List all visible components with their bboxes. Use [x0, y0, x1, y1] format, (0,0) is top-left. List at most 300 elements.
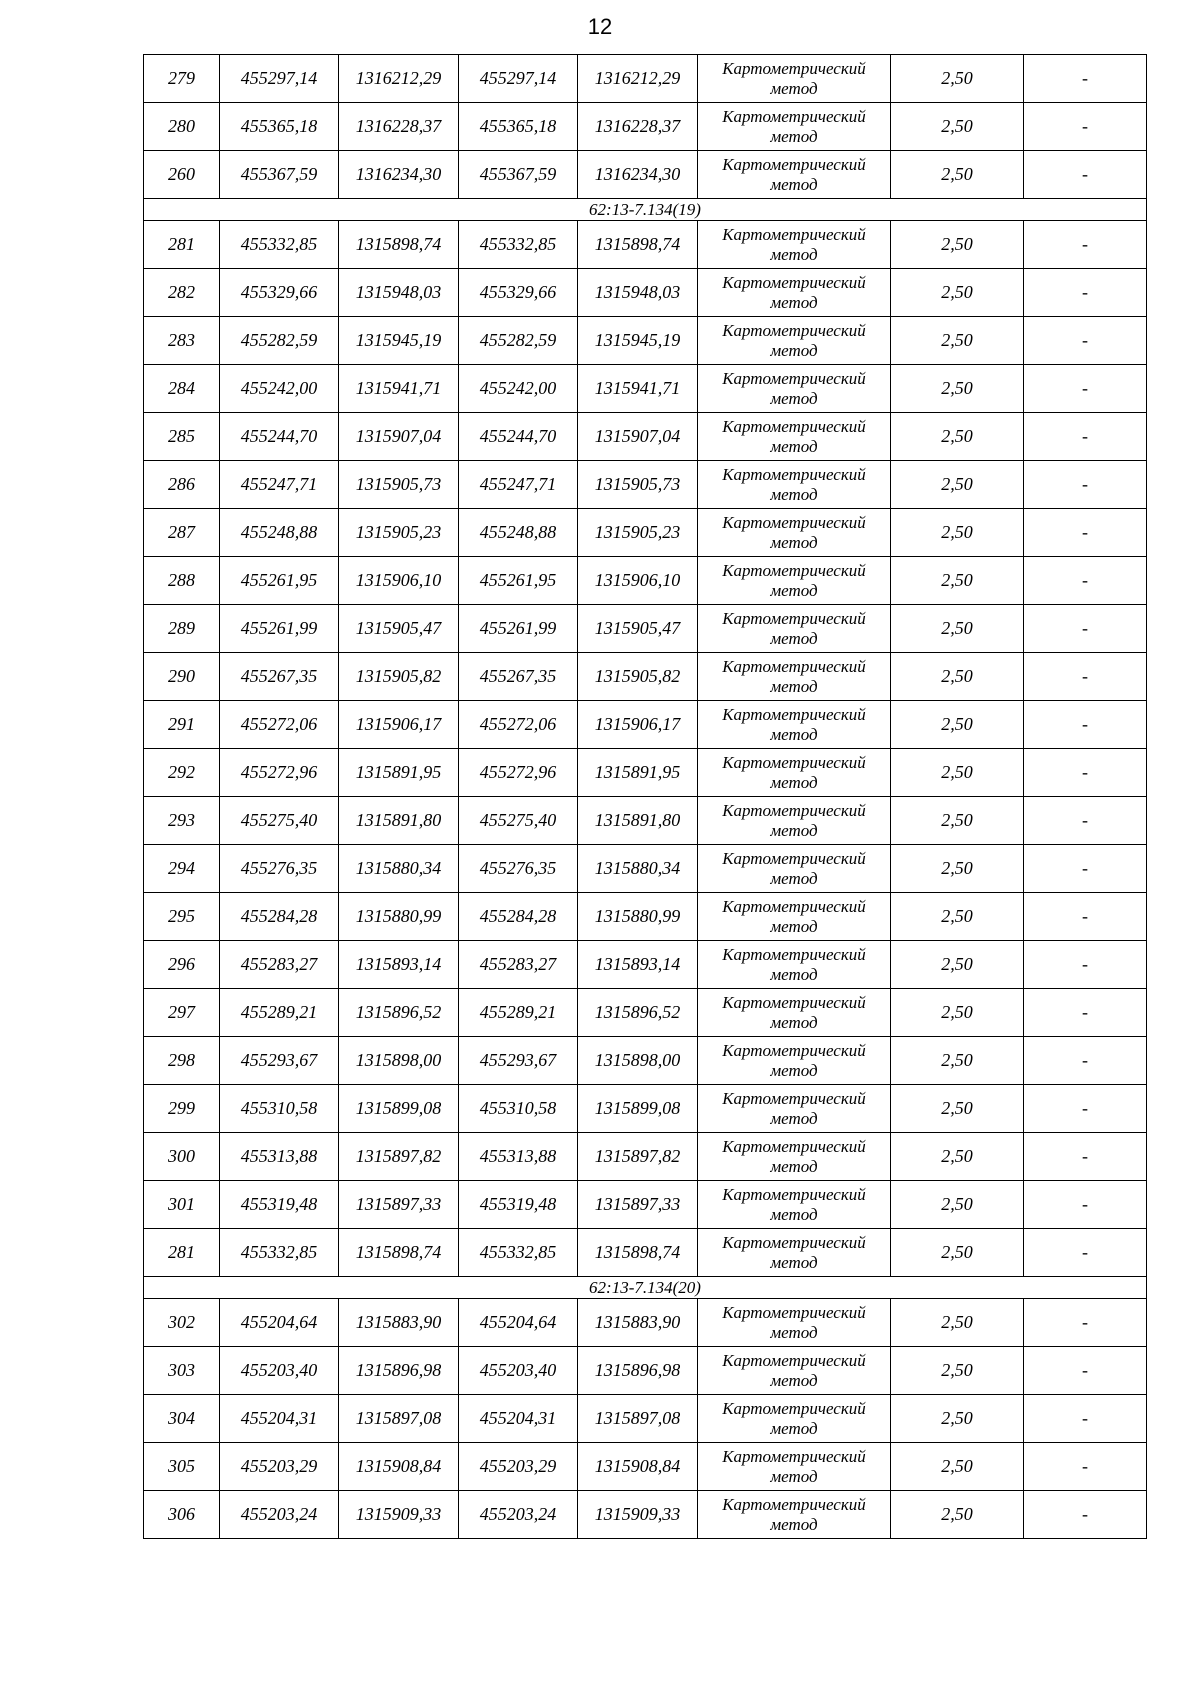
note-cell: -	[1024, 317, 1147, 365]
new-x-cell: 455204,64	[459, 1299, 578, 1347]
point-number-cell: 297	[144, 989, 220, 1037]
method-cell	[698, 893, 891, 941]
existing-x-cell: 455203,29	[220, 1443, 339, 1491]
method-line-1: Картометрический	[722, 1494, 866, 1514]
point-number-cell: 306	[144, 1491, 220, 1539]
new-y-cell: 1315898,74	[578, 1229, 698, 1277]
method-line-2: метод	[770, 292, 818, 312]
existing-y-cell: 1315906,10	[339, 557, 459, 605]
method-cell	[698, 1347, 891, 1395]
method-line-2: метод	[770, 724, 818, 744]
point-number-cell: 301	[144, 1181, 220, 1229]
existing-x-cell: 455204,31	[220, 1395, 339, 1443]
existing-x-cell: 455247,71	[220, 461, 339, 509]
table-row	[144, 1181, 1147, 1229]
new-y-cell: 1315880,99	[578, 893, 698, 941]
method-line-2: метод	[770, 174, 818, 194]
point-number-cell: 281	[144, 221, 220, 269]
new-y-cell: 1315906,10	[578, 557, 698, 605]
section-label: 62:13-7.134(20)	[144, 1277, 1147, 1299]
existing-x-cell: 455204,64	[220, 1299, 339, 1347]
method-cell	[698, 221, 891, 269]
accuracy-cell: 2,50	[891, 989, 1024, 1037]
existing-x-cell: 455261,99	[220, 605, 339, 653]
point-number-cell: 303	[144, 1347, 220, 1395]
method-line-1: Картометрический	[722, 154, 866, 174]
method-cell	[698, 797, 891, 845]
method-line-1: Картометрический	[722, 106, 866, 126]
method-line-2: метод	[770, 484, 818, 504]
method-cell	[698, 941, 891, 989]
new-y-cell: 1315945,19	[578, 317, 698, 365]
method-line-2: метод	[770, 340, 818, 360]
table-row	[144, 509, 1147, 557]
method-line-2: метод	[770, 772, 818, 792]
point-number-cell: 296	[144, 941, 220, 989]
existing-y-cell: 1315906,17	[339, 701, 459, 749]
new-y-cell: 1316234,30	[578, 151, 698, 199]
existing-y-cell: 1315896,98	[339, 1347, 459, 1395]
method-line-1: Картометрический	[722, 58, 866, 78]
accuracy-cell: 2,50	[891, 461, 1024, 509]
new-x-cell: 455203,24	[459, 1491, 578, 1539]
accuracy-cell: 2,50	[891, 269, 1024, 317]
new-y-cell: 1315948,03	[578, 269, 698, 317]
accuracy-cell: 2,50	[891, 1085, 1024, 1133]
new-x-cell: 455367,59	[459, 151, 578, 199]
note-cell: -	[1024, 1443, 1147, 1491]
new-y-cell: 1315891,95	[578, 749, 698, 797]
new-x-cell: 455282,59	[459, 317, 578, 365]
point-number-cell: 294	[144, 845, 220, 893]
existing-y-cell: 1315899,08	[339, 1085, 459, 1133]
new-x-cell: 455203,40	[459, 1347, 578, 1395]
point-number-cell: 286	[144, 461, 220, 509]
table-row	[144, 221, 1147, 269]
point-number-cell: 291	[144, 701, 220, 749]
accuracy-cell: 2,50	[891, 1133, 1024, 1181]
note-cell: -	[1024, 221, 1147, 269]
new-x-cell: 455272,06	[459, 701, 578, 749]
new-x-cell: 455261,99	[459, 605, 578, 653]
table-row	[144, 413, 1147, 461]
existing-y-cell: 1315898,74	[339, 221, 459, 269]
method-line-2: метод	[770, 1514, 818, 1534]
note-cell: -	[1024, 461, 1147, 509]
existing-x-cell: 455332,85	[220, 221, 339, 269]
method-cell	[698, 413, 891, 461]
existing-y-cell: 1315909,33	[339, 1491, 459, 1539]
method-cell	[698, 701, 891, 749]
method-line-2: метод	[770, 964, 818, 984]
new-y-cell: 1315883,90	[578, 1299, 698, 1347]
new-y-cell: 1315893,14	[578, 941, 698, 989]
new-y-cell: 1315899,08	[578, 1085, 698, 1133]
point-number-cell: 295	[144, 893, 220, 941]
table-row	[144, 1299, 1147, 1347]
accuracy-cell: 2,50	[891, 1347, 1024, 1395]
new-y-cell: 1315905,23	[578, 509, 698, 557]
note-cell: -	[1024, 1037, 1147, 1085]
note-cell: -	[1024, 749, 1147, 797]
method-line-2: метод	[770, 1060, 818, 1080]
existing-x-cell: 455310,58	[220, 1085, 339, 1133]
method-cell	[698, 1037, 891, 1085]
method-cell	[698, 557, 891, 605]
existing-x-cell: 455297,14	[220, 55, 339, 103]
new-y-cell: 1315906,17	[578, 701, 698, 749]
method-line-1: Картометрический	[722, 1136, 866, 1156]
new-x-cell: 455247,71	[459, 461, 578, 509]
note-cell: -	[1024, 1347, 1147, 1395]
new-x-cell: 455275,40	[459, 797, 578, 845]
method-cell	[698, 749, 891, 797]
note-cell: -	[1024, 605, 1147, 653]
method-cell	[698, 1395, 891, 1443]
existing-x-cell: 455365,18	[220, 103, 339, 151]
method-line-1: Картометрический	[722, 992, 866, 1012]
accuracy-cell: 2,50	[891, 941, 1024, 989]
table-row	[144, 845, 1147, 893]
method-cell	[698, 653, 891, 701]
point-number-cell: 305	[144, 1443, 220, 1491]
existing-y-cell: 1315891,80	[339, 797, 459, 845]
method-line-2: метод	[770, 244, 818, 264]
new-x-cell: 455329,66	[459, 269, 578, 317]
method-line-1: Картометрический	[722, 1302, 866, 1322]
coordinates-table-body	[144, 55, 1147, 1539]
existing-x-cell: 455248,88	[220, 509, 339, 557]
page-number: 12	[587, 14, 613, 39]
existing-x-cell: 455275,40	[220, 797, 339, 845]
accuracy-cell: 2,50	[891, 1229, 1024, 1277]
accuracy-cell: 2,50	[891, 557, 1024, 605]
table-row	[144, 1491, 1147, 1539]
existing-y-cell: 1315941,71	[339, 365, 459, 413]
note-cell: -	[1024, 941, 1147, 989]
new-y-cell: 1315905,82	[578, 653, 698, 701]
new-y-cell: 1316212,29	[578, 55, 698, 103]
point-number-cell: 260	[144, 151, 220, 199]
existing-y-cell: 1315948,03	[339, 269, 459, 317]
method-cell	[698, 989, 891, 1037]
method-cell	[698, 461, 891, 509]
existing-y-cell: 1315908,84	[339, 1443, 459, 1491]
method-cell	[698, 845, 891, 893]
new-x-cell: 455261,95	[459, 557, 578, 605]
method-line-2: метод	[770, 532, 818, 552]
method-cell	[698, 269, 891, 317]
point-number-cell: 279	[144, 55, 220, 103]
existing-x-cell: 455329,66	[220, 269, 339, 317]
method-line-1: Картометрический	[722, 944, 866, 964]
table-row	[144, 1133, 1147, 1181]
new-y-cell: 1315896,98	[578, 1347, 698, 1395]
note-cell: -	[1024, 893, 1147, 941]
method-line-1: Картометрический	[722, 896, 866, 916]
existing-x-cell: 455261,95	[220, 557, 339, 605]
table-row	[144, 103, 1147, 151]
point-number-cell: 289	[144, 605, 220, 653]
existing-y-cell: 1315905,82	[339, 653, 459, 701]
new-x-cell: 455204,31	[459, 1395, 578, 1443]
existing-y-cell: 1315893,14	[339, 941, 459, 989]
new-y-cell: 1315898,74	[578, 221, 698, 269]
table-row	[144, 317, 1147, 365]
table-row	[144, 461, 1147, 509]
new-x-cell: 455244,70	[459, 413, 578, 461]
existing-y-cell: 1315898,74	[339, 1229, 459, 1277]
method-line-2: метод	[770, 436, 818, 456]
section-label: 62:13-7.134(19)	[144, 199, 1147, 221]
existing-x-cell: 455284,28	[220, 893, 339, 941]
point-number-cell: 304	[144, 1395, 220, 1443]
method-cell	[698, 1229, 891, 1277]
new-y-cell: 1315891,80	[578, 797, 698, 845]
note-cell: -	[1024, 1133, 1147, 1181]
point-number-cell: 284	[144, 365, 220, 413]
new-x-cell: 455203,29	[459, 1443, 578, 1491]
note-cell: -	[1024, 151, 1147, 199]
existing-y-cell: 1315883,90	[339, 1299, 459, 1347]
note-cell: -	[1024, 365, 1147, 413]
new-y-cell: 1315909,33	[578, 1491, 698, 1539]
method-line-1: Картометрический	[722, 1350, 866, 1370]
accuracy-cell: 2,50	[891, 1443, 1024, 1491]
existing-x-cell: 455203,40	[220, 1347, 339, 1395]
method-line-1: Картометрический	[722, 560, 866, 580]
accuracy-cell: 2,50	[891, 893, 1024, 941]
method-line-1: Картометрический	[722, 1232, 866, 1252]
method-line-1: Картометрический	[722, 1040, 866, 1060]
method-cell	[698, 1299, 891, 1347]
method-line-1: Картометрический	[722, 416, 866, 436]
existing-x-cell: 455332,85	[220, 1229, 339, 1277]
note-cell: -	[1024, 103, 1147, 151]
new-y-cell: 1315905,47	[578, 605, 698, 653]
point-number-cell: 290	[144, 653, 220, 701]
accuracy-cell: 2,50	[891, 221, 1024, 269]
accuracy-cell: 2,50	[891, 151, 1024, 199]
method-line-1: Картометрический	[722, 1184, 866, 1204]
existing-x-cell: 455276,35	[220, 845, 339, 893]
note-cell: -	[1024, 845, 1147, 893]
note-cell: -	[1024, 557, 1147, 605]
method-line-2: метод	[770, 78, 818, 98]
method-line-1: Картометрический	[722, 752, 866, 772]
method-line-1: Картометрический	[722, 320, 866, 340]
method-cell	[698, 605, 891, 653]
note-cell: -	[1024, 1299, 1147, 1347]
point-number-cell: 287	[144, 509, 220, 557]
method-line-1: Картометрический	[722, 800, 866, 820]
accuracy-cell: 2,50	[891, 797, 1024, 845]
existing-x-cell: 455367,59	[220, 151, 339, 199]
note-cell: -	[1024, 1181, 1147, 1229]
table-row	[144, 701, 1147, 749]
existing-x-cell: 455289,21	[220, 989, 339, 1037]
method-line-2: метод	[770, 126, 818, 146]
new-y-cell: 1315896,52	[578, 989, 698, 1037]
table-row	[144, 269, 1147, 317]
coordinates-table	[143, 54, 1147, 1539]
table-row	[144, 55, 1147, 103]
method-cell	[698, 55, 891, 103]
new-x-cell: 455272,96	[459, 749, 578, 797]
method-line-1: Картометрический	[722, 224, 866, 244]
section-header-row	[144, 1277, 1147, 1299]
accuracy-cell: 2,50	[891, 365, 1024, 413]
existing-y-cell: 1315907,04	[339, 413, 459, 461]
existing-y-cell: 1315880,99	[339, 893, 459, 941]
new-y-cell: 1315908,84	[578, 1443, 698, 1491]
existing-x-cell: 455242,00	[220, 365, 339, 413]
table-row	[144, 797, 1147, 845]
new-x-cell: 455276,35	[459, 845, 578, 893]
point-number-cell: 288	[144, 557, 220, 605]
existing-y-cell: 1315891,95	[339, 749, 459, 797]
point-number-cell: 282	[144, 269, 220, 317]
accuracy-cell: 2,50	[891, 653, 1024, 701]
method-cell	[698, 317, 891, 365]
accuracy-cell: 2,50	[891, 1299, 1024, 1347]
point-number-cell: 285	[144, 413, 220, 461]
method-line-2: метод	[770, 916, 818, 936]
table-row	[144, 653, 1147, 701]
new-y-cell: 1315907,04	[578, 413, 698, 461]
new-y-cell: 1315897,82	[578, 1133, 698, 1181]
new-y-cell: 1315897,33	[578, 1181, 698, 1229]
method-cell	[698, 1443, 891, 1491]
note-cell: -	[1024, 1085, 1147, 1133]
method-line-2: метод	[770, 676, 818, 696]
point-number-cell: 280	[144, 103, 220, 151]
existing-y-cell: 1315896,52	[339, 989, 459, 1037]
method-line-2: метод	[770, 1108, 818, 1128]
table-row	[144, 1037, 1147, 1085]
table-row	[144, 1347, 1147, 1395]
existing-x-cell: 455282,59	[220, 317, 339, 365]
existing-y-cell: 1315945,19	[339, 317, 459, 365]
new-x-cell: 455242,00	[459, 365, 578, 413]
new-x-cell: 455284,28	[459, 893, 578, 941]
method-line-1: Картометрический	[722, 656, 866, 676]
accuracy-cell: 2,50	[891, 845, 1024, 893]
new-x-cell: 455283,27	[459, 941, 578, 989]
method-line-2: метод	[770, 1322, 818, 1342]
note-cell: -	[1024, 1229, 1147, 1277]
note-cell: -	[1024, 797, 1147, 845]
method-line-1: Картометрический	[722, 368, 866, 388]
new-x-cell: 455297,14	[459, 55, 578, 103]
existing-x-cell: 455283,27	[220, 941, 339, 989]
accuracy-cell: 2,50	[891, 1181, 1024, 1229]
method-line-2: метод	[770, 580, 818, 600]
method-cell	[698, 1181, 891, 1229]
method-line-1: Картометрический	[722, 272, 866, 292]
existing-x-cell: 455267,35	[220, 653, 339, 701]
accuracy-cell: 2,50	[891, 103, 1024, 151]
method-cell	[698, 509, 891, 557]
new-y-cell: 1315905,73	[578, 461, 698, 509]
existing-y-cell: 1315897,33	[339, 1181, 459, 1229]
table-row	[144, 749, 1147, 797]
existing-x-cell: 455313,88	[220, 1133, 339, 1181]
table-row	[144, 151, 1147, 199]
point-number-cell: 292	[144, 749, 220, 797]
method-line-1: Картометрический	[722, 848, 866, 868]
existing-y-cell: 1316212,29	[339, 55, 459, 103]
existing-y-cell: 1315897,82	[339, 1133, 459, 1181]
note-cell: -	[1024, 653, 1147, 701]
new-x-cell: 455293,67	[459, 1037, 578, 1085]
method-line-2: метод	[770, 1252, 818, 1272]
accuracy-cell: 2,50	[891, 413, 1024, 461]
method-cell	[698, 1085, 891, 1133]
new-x-cell: 455332,85	[459, 1229, 578, 1277]
table-row	[144, 1085, 1147, 1133]
new-x-cell: 455289,21	[459, 989, 578, 1037]
method-line-2: метод	[770, 388, 818, 408]
accuracy-cell: 2,50	[891, 55, 1024, 103]
new-y-cell: 1315898,00	[578, 1037, 698, 1085]
existing-x-cell: 455244,70	[220, 413, 339, 461]
table-row	[144, 941, 1147, 989]
accuracy-cell: 2,50	[891, 509, 1024, 557]
note-cell: -	[1024, 269, 1147, 317]
existing-y-cell: 1315905,23	[339, 509, 459, 557]
accuracy-cell: 2,50	[891, 1491, 1024, 1539]
existing-y-cell: 1315905,47	[339, 605, 459, 653]
table-row	[144, 605, 1147, 653]
new-x-cell: 455248,88	[459, 509, 578, 557]
new-x-cell: 455365,18	[459, 103, 578, 151]
note-cell: -	[1024, 413, 1147, 461]
existing-y-cell: 1315897,08	[339, 1395, 459, 1443]
method-line-2: метод	[770, 1418, 818, 1438]
method-cell	[698, 365, 891, 413]
point-number-cell: 302	[144, 1299, 220, 1347]
accuracy-cell: 2,50	[891, 701, 1024, 749]
method-line-2: метод	[770, 868, 818, 888]
section-header-row	[144, 199, 1147, 221]
table-row	[144, 1395, 1147, 1443]
existing-x-cell: 455319,48	[220, 1181, 339, 1229]
existing-y-cell: 1315898,00	[339, 1037, 459, 1085]
note-cell: -	[1024, 989, 1147, 1037]
existing-x-cell: 455293,67	[220, 1037, 339, 1085]
accuracy-cell: 2,50	[891, 1395, 1024, 1443]
note-cell: -	[1024, 1491, 1147, 1539]
method-line-2: метод	[770, 1370, 818, 1390]
point-number-cell: 298	[144, 1037, 220, 1085]
method-cell	[698, 103, 891, 151]
method-line-1: Картометрический	[722, 1088, 866, 1108]
table-row	[144, 989, 1147, 1037]
new-x-cell: 455310,58	[459, 1085, 578, 1133]
table-row	[144, 1229, 1147, 1277]
method-line-2: метод	[770, 820, 818, 840]
existing-y-cell: 1315905,73	[339, 461, 459, 509]
new-x-cell: 455319,48	[459, 1181, 578, 1229]
method-line-2: метод	[770, 1466, 818, 1486]
new-x-cell: 455313,88	[459, 1133, 578, 1181]
method-line-1: Картометрический	[722, 1398, 866, 1418]
point-number-cell: 283	[144, 317, 220, 365]
method-line-2: метод	[770, 1012, 818, 1032]
accuracy-cell: 2,50	[891, 605, 1024, 653]
accuracy-cell: 2,50	[891, 1037, 1024, 1085]
